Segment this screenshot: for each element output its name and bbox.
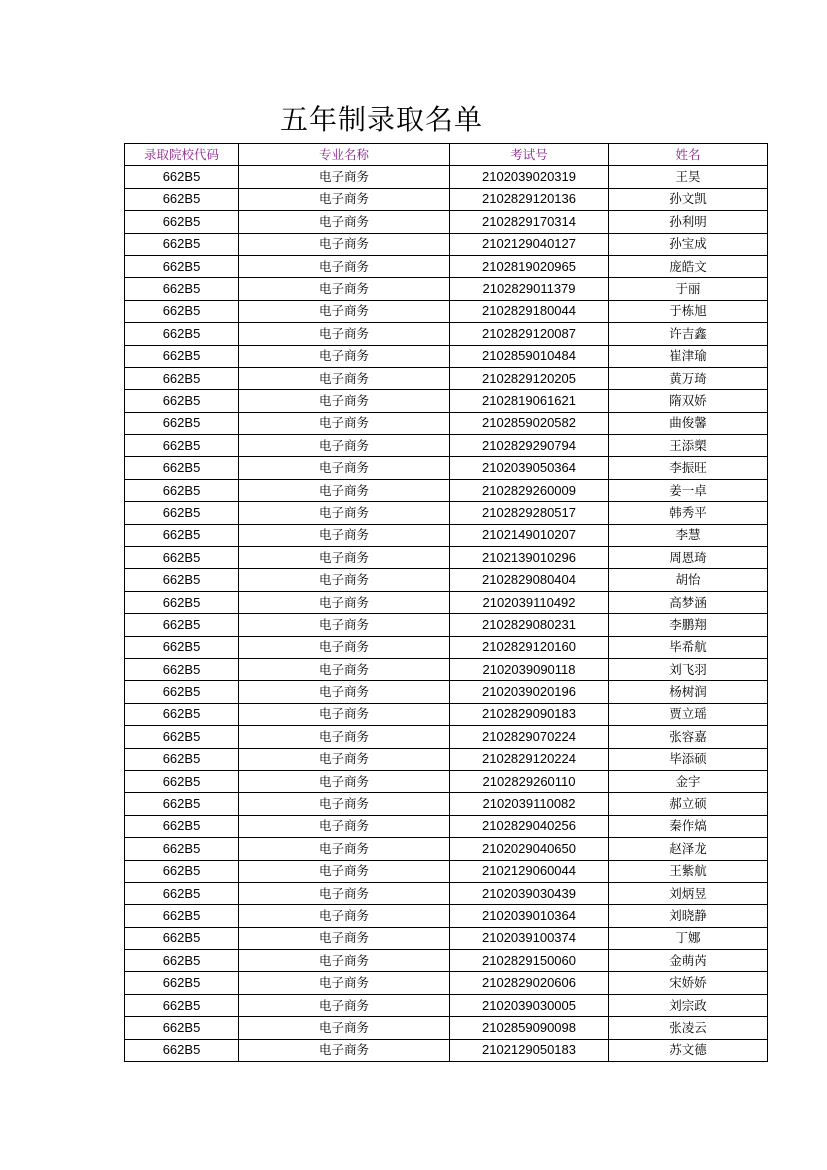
- cell-admission-code: 662B5: [125, 1039, 239, 1061]
- cell-student-name: 王昊: [609, 166, 768, 188]
- cell-exam-number: 2102819061621: [450, 390, 609, 412]
- cell-student-name: 李振旺: [609, 457, 768, 479]
- cell-admission-code: 662B5: [125, 547, 239, 569]
- cell-major-name: 电子商务: [239, 927, 450, 949]
- table-row: [125, 166, 768, 188]
- cell-student-name: 秦作熇: [609, 815, 768, 837]
- table-row: [125, 681, 768, 703]
- table-row: [125, 658, 768, 680]
- cell-major-name: 电子商务: [239, 479, 450, 501]
- cell-exam-number: 2102039020196: [450, 681, 609, 703]
- cell-major-name: 电子商务: [239, 882, 450, 904]
- cell-student-name: 于栋旭: [609, 300, 768, 322]
- cell-major-name: 电子商务: [239, 658, 450, 680]
- cell-exam-number: 2102129050183: [450, 1039, 609, 1061]
- cell-major-name: 电子商务: [239, 502, 450, 524]
- cell-major-name: 电子商务: [239, 569, 450, 591]
- cell-exam-number: 2102829080404: [450, 569, 609, 591]
- page-title: 五年制录取名单: [280, 103, 484, 136]
- cell-major-name: 电子商务: [239, 994, 450, 1016]
- cell-admission-code: 662B5: [125, 815, 239, 837]
- cell-admission-code: 662B5: [125, 233, 239, 255]
- header-student-name: 姓名: [609, 144, 768, 166]
- cell-admission-code: 662B5: [125, 1017, 239, 1039]
- cell-exam-number: 2102859010484: [450, 345, 609, 367]
- cell-student-name: 韩秀平: [609, 502, 768, 524]
- cell-major-name: 电子商务: [239, 367, 450, 389]
- table-row: [125, 412, 768, 434]
- cell-exam-number: 2102829120205: [450, 367, 609, 389]
- cell-admission-code: 662B5: [125, 345, 239, 367]
- cell-student-name: 孙宝成: [609, 233, 768, 255]
- cell-student-name: 毕希航: [609, 636, 768, 658]
- cell-admission-code: 662B5: [125, 681, 239, 703]
- cell-student-name: 李鹏翔: [609, 614, 768, 636]
- cell-admission-code: 662B5: [125, 479, 239, 501]
- cell-student-name: 苏文德: [609, 1039, 768, 1061]
- cell-student-name: 贾立瑶: [609, 703, 768, 725]
- cell-major-name: 电子商务: [239, 703, 450, 725]
- cell-major-name: 电子商务: [239, 614, 450, 636]
- cell-major-name: 电子商务: [239, 524, 450, 546]
- cell-major-name: 电子商务: [239, 905, 450, 927]
- cell-major-name: 电子商务: [239, 233, 450, 255]
- table-row: [125, 233, 768, 255]
- table-row: [125, 703, 768, 725]
- table-row: [125, 435, 768, 457]
- table-row: [125, 815, 768, 837]
- table-row: [125, 927, 768, 949]
- cell-student-name: 张容嘉: [609, 726, 768, 748]
- cell-major-name: 电子商务: [239, 323, 450, 345]
- cell-student-name: 丁娜: [609, 927, 768, 949]
- table-row: [125, 591, 768, 613]
- cell-admission-code: 662B5: [125, 927, 239, 949]
- cell-admission-code: 662B5: [125, 211, 239, 233]
- cell-student-name: 孙利明: [609, 211, 768, 233]
- table-row: [125, 972, 768, 994]
- table-row: [125, 569, 768, 591]
- table-row: [125, 457, 768, 479]
- cell-major-name: 电子商务: [239, 793, 450, 815]
- cell-admission-code: 662B5: [125, 972, 239, 994]
- cell-exam-number: 2102829070224: [450, 726, 609, 748]
- cell-major-name: 电子商务: [239, 860, 450, 882]
- cell-admission-code: 662B5: [125, 726, 239, 748]
- table-row: [125, 614, 768, 636]
- cell-exam-number: 2102039100374: [450, 927, 609, 949]
- cell-student-name: 姜一卓: [609, 479, 768, 501]
- cell-student-name: 刘宗政: [609, 994, 768, 1016]
- cell-admission-code: 662B5: [125, 524, 239, 546]
- cell-exam-number: 2102829180044: [450, 300, 609, 322]
- cell-admission-code: 662B5: [125, 390, 239, 412]
- cell-student-name: 曲俊馨: [609, 412, 768, 434]
- table-body: [125, 166, 768, 1062]
- table-row: [125, 770, 768, 792]
- cell-admission-code: 662B5: [125, 838, 239, 860]
- cell-exam-number: 2102829120224: [450, 748, 609, 770]
- cell-exam-number: 2102129060044: [450, 860, 609, 882]
- table-row: [125, 211, 768, 233]
- cell-exam-number: 2102829020606: [450, 972, 609, 994]
- table-row: [125, 524, 768, 546]
- cell-major-name: 电子商务: [239, 636, 450, 658]
- table-header-row: [125, 144, 768, 166]
- cell-exam-number: 2102039090118: [450, 658, 609, 680]
- table-row: [125, 636, 768, 658]
- table-row: [125, 367, 768, 389]
- cell-major-name: 电子商务: [239, 457, 450, 479]
- admission-table: [124, 143, 768, 1062]
- cell-exam-number: 2102829120160: [450, 636, 609, 658]
- cell-exam-number: 2102039020319: [450, 166, 609, 188]
- header-admission-code: 录取院校代码: [125, 144, 239, 166]
- cell-student-name: 杨树润: [609, 681, 768, 703]
- table-row: [125, 950, 768, 972]
- cell-student-name: 庞皓文: [609, 255, 768, 277]
- cell-major-name: 电子商务: [239, 211, 450, 233]
- cell-major-name: 电子商务: [239, 770, 450, 792]
- table-row: [125, 882, 768, 904]
- table-row: [125, 860, 768, 882]
- cell-major-name: 电子商务: [239, 748, 450, 770]
- cell-exam-number: 2102829080231: [450, 614, 609, 636]
- cell-exam-number: 2102859020582: [450, 412, 609, 434]
- cell-admission-code: 662B5: [125, 367, 239, 389]
- cell-major-name: 电子商务: [239, 188, 450, 210]
- table-row: [125, 748, 768, 770]
- cell-admission-code: 662B5: [125, 457, 239, 479]
- table-row: [125, 255, 768, 277]
- cell-exam-number: 2102829170314: [450, 211, 609, 233]
- table-row: [125, 1017, 768, 1039]
- cell-student-name: 高梦涵: [609, 591, 768, 613]
- table-row: [125, 726, 768, 748]
- table-row: [125, 1039, 768, 1061]
- cell-student-name: 赵泽龙: [609, 838, 768, 860]
- table-row: [125, 502, 768, 524]
- cell-major-name: 电子商务: [239, 345, 450, 367]
- table-row: [125, 300, 768, 322]
- cell-major-name: 电子商务: [239, 681, 450, 703]
- cell-student-name: 毕添硕: [609, 748, 768, 770]
- cell-student-name: 刘飞羽: [609, 658, 768, 680]
- cell-major-name: 电子商务: [239, 412, 450, 434]
- cell-admission-code: 662B5: [125, 793, 239, 815]
- cell-exam-number: 2102139010296: [450, 547, 609, 569]
- cell-student-name: 于丽: [609, 278, 768, 300]
- cell-exam-number: 2102039110082: [450, 793, 609, 815]
- cell-student-name: 金宇: [609, 770, 768, 792]
- cell-admission-code: 662B5: [125, 882, 239, 904]
- cell-admission-code: 662B5: [125, 770, 239, 792]
- cell-exam-number: 2102829120087: [450, 323, 609, 345]
- cell-major-name: 电子商务: [239, 278, 450, 300]
- cell-major-name: 电子商务: [239, 726, 450, 748]
- cell-major-name: 电子商务: [239, 300, 450, 322]
- table-row: [125, 547, 768, 569]
- cell-student-name: 王紫航: [609, 860, 768, 882]
- cell-exam-number: 2102829040256: [450, 815, 609, 837]
- cell-major-name: 电子商务: [239, 972, 450, 994]
- cell-admission-code: 662B5: [125, 166, 239, 188]
- cell-admission-code: 662B5: [125, 255, 239, 277]
- cell-admission-code: 662B5: [125, 950, 239, 972]
- cell-admission-code: 662B5: [125, 502, 239, 524]
- cell-student-name: 崔津瑜: [609, 345, 768, 367]
- cell-admission-code: 662B5: [125, 994, 239, 1016]
- cell-major-name: 电子商务: [239, 950, 450, 972]
- cell-exam-number: 2102829280517: [450, 502, 609, 524]
- cell-exam-number: 2102039030005: [450, 994, 609, 1016]
- cell-exam-number: 2102829260110: [450, 770, 609, 792]
- cell-student-name: 隋双娇: [609, 390, 768, 412]
- cell-admission-code: 662B5: [125, 435, 239, 457]
- cell-exam-number: 2102819020965: [450, 255, 609, 277]
- cell-admission-code: 662B5: [125, 748, 239, 770]
- cell-major-name: 电子商务: [239, 166, 450, 188]
- cell-student-name: 孙文凯: [609, 188, 768, 210]
- table-row: [125, 479, 768, 501]
- cell-exam-number: 2102829260009: [450, 479, 609, 501]
- cell-student-name: 王添槊: [609, 435, 768, 457]
- cell-major-name: 电子商务: [239, 435, 450, 457]
- cell-major-name: 电子商务: [239, 1039, 450, 1061]
- cell-admission-code: 662B5: [125, 278, 239, 300]
- cell-admission-code: 662B5: [125, 636, 239, 658]
- cell-admission-code: 662B5: [125, 591, 239, 613]
- cell-exam-number: 2102029040650: [450, 838, 609, 860]
- cell-major-name: 电子商务: [239, 815, 450, 837]
- table-row: [125, 838, 768, 860]
- table-row: [125, 994, 768, 1016]
- cell-student-name: 黄万琦: [609, 367, 768, 389]
- cell-major-name: 电子商务: [239, 838, 450, 860]
- cell-admission-code: 662B5: [125, 614, 239, 636]
- header-exam-number: 考试号: [450, 144, 609, 166]
- table-row: [125, 793, 768, 815]
- cell-student-name: 张凌云: [609, 1017, 768, 1039]
- table-row: [125, 345, 768, 367]
- table-row: [125, 905, 768, 927]
- cell-major-name: 电子商务: [239, 1017, 450, 1039]
- table-row: [125, 278, 768, 300]
- header-major-name: 专业名称: [239, 144, 450, 166]
- cell-admission-code: 662B5: [125, 412, 239, 434]
- cell-exam-number: 2102829011379: [450, 278, 609, 300]
- cell-student-name: 刘炳昱: [609, 882, 768, 904]
- cell-admission-code: 662B5: [125, 323, 239, 345]
- table-row: [125, 323, 768, 345]
- cell-exam-number: 2102039110492: [450, 591, 609, 613]
- cell-student-name: 许吉鑫: [609, 323, 768, 345]
- cell-student-name: 李慧: [609, 524, 768, 546]
- cell-admission-code: 662B5: [125, 658, 239, 680]
- cell-exam-number: 2102829150060: [450, 950, 609, 972]
- cell-student-name: 郝立硕: [609, 793, 768, 815]
- cell-admission-code: 662B5: [125, 188, 239, 210]
- cell-admission-code: 662B5: [125, 703, 239, 725]
- cell-exam-number: 2102039030439: [450, 882, 609, 904]
- cell-admission-code: 662B5: [125, 905, 239, 927]
- table-row: [125, 188, 768, 210]
- cell-exam-number: 2102039010364: [450, 905, 609, 927]
- cell-major-name: 电子商务: [239, 547, 450, 569]
- cell-student-name: 胡怡: [609, 569, 768, 591]
- cell-student-name: 宋娇娇: [609, 972, 768, 994]
- table-row: [125, 390, 768, 412]
- cell-admission-code: 662B5: [125, 300, 239, 322]
- cell-major-name: 电子商务: [239, 390, 450, 412]
- cell-admission-code: 662B5: [125, 569, 239, 591]
- cell-exam-number: 2102859090098: [450, 1017, 609, 1039]
- cell-exam-number: 2102129040127: [450, 233, 609, 255]
- cell-student-name: 刘晓静: [609, 905, 768, 927]
- cell-exam-number: 2102039050364: [450, 457, 609, 479]
- cell-major-name: 电子商务: [239, 591, 450, 613]
- cell-exam-number: 2102829120136: [450, 188, 609, 210]
- cell-major-name: 电子商务: [239, 255, 450, 277]
- cell-admission-code: 662B5: [125, 860, 239, 882]
- cell-exam-number: 2102149010207: [450, 524, 609, 546]
- cell-exam-number: 2102829090183: [450, 703, 609, 725]
- cell-student-name: 周恩琦: [609, 547, 768, 569]
- cell-student-name: 金萌芮: [609, 950, 768, 972]
- cell-exam-number: 2102829290794: [450, 435, 609, 457]
